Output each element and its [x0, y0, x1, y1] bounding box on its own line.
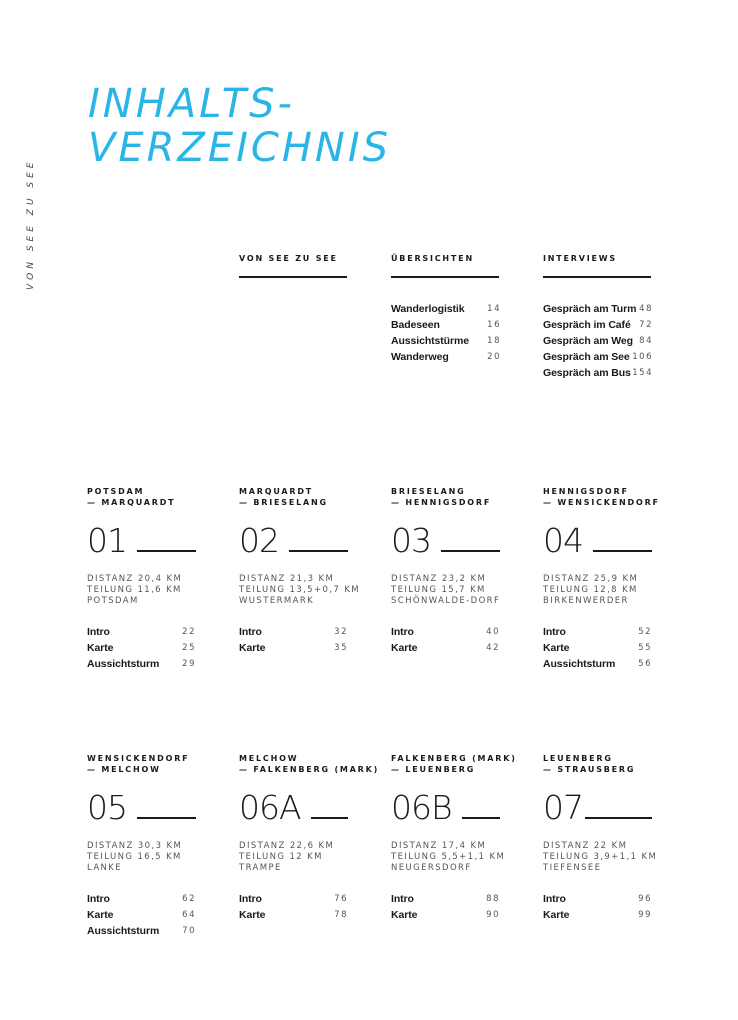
toc-entry[interactable]: [391, 349, 501, 365]
stage-number-row: [391, 520, 500, 558]
toc-entry-page: 154: [632, 368, 653, 378]
stage-meta: [543, 841, 658, 874]
toc-entry-label: Gespräch am Weg: [543, 335, 633, 347]
stage-items: [543, 891, 652, 923]
heading-rule: [239, 276, 347, 278]
toc-entry-label: Karte: [543, 642, 570, 654]
toc-entry-page: 90: [486, 910, 500, 920]
stage-place: TRAMPE: [239, 863, 282, 873]
stage-place: NEUGERSDORF: [391, 863, 472, 873]
toc-entry[interactable]: [391, 640, 500, 656]
stage-route-from: FALKENBERG (MARK): [391, 754, 517, 763]
toc-entry-page: 25: [182, 643, 196, 653]
toc-entry-label: Gespräch am Bus: [543, 367, 631, 379]
toc-entry-label: Aussichtsturm: [87, 925, 160, 937]
stage-route-from: POTSDAM: [87, 487, 145, 496]
stage-number-row: [543, 520, 652, 558]
stage-teilung: TEILUNG 3,9+1,1 KM: [543, 852, 658, 862]
toc-entry-page: 14: [487, 304, 501, 314]
toc-entry-label: Aussichtsturm: [87, 658, 160, 670]
toc-entry[interactable]: [239, 640, 348, 656]
stage-place: BIRKENWERDER: [543, 596, 629, 606]
toc-entry-page: 55: [638, 643, 652, 653]
toc-entry[interactable]: [543, 301, 653, 317]
stage-route-from: MELCHOW: [239, 754, 299, 763]
stage-items: [87, 891, 196, 939]
stage-number-row: [543, 787, 652, 825]
stage-distanz: DISTANZ 20,4 KM: [87, 574, 183, 584]
column-heading-von-see-zu-see: [239, 254, 347, 278]
stage-items: [543, 624, 652, 672]
stage-number-rule: [137, 550, 196, 552]
toc-entry[interactable]: [543, 333, 653, 349]
stage-items: [391, 624, 500, 656]
toc-entry-page: 29: [182, 659, 196, 669]
stage-number-row: [87, 520, 196, 558]
stage-02: [239, 486, 361, 656]
toc-entry-page: 35: [334, 643, 348, 653]
stage-number: 04: [543, 521, 583, 560]
column-heading-label: INTERVIEWS: [543, 254, 617, 263]
stage-meta: [391, 574, 500, 607]
toc-entry-page: 18: [487, 336, 501, 346]
toc-entry[interactable]: [543, 891, 652, 907]
toc-entry-label: Intro: [543, 626, 566, 638]
toc-entry-label: Intro: [239, 893, 262, 905]
toc-entry[interactable]: [239, 891, 348, 907]
stage-05: [87, 753, 196, 939]
stage-number-rule: [593, 550, 652, 552]
stage-route-from: MARQUARDT: [239, 487, 314, 496]
toc-entry[interactable]: [543, 640, 652, 656]
stage-route-from: LEUENBERG: [543, 754, 613, 763]
toc-entry-label: Gespräch am Turm: [543, 303, 637, 315]
stage-number-rule: [311, 817, 348, 819]
toc-entry-page: 62: [182, 894, 196, 904]
stage-07: [543, 753, 658, 923]
stage-route-to: — WENSICKENDORF: [543, 498, 660, 507]
stage-route-to: — BRIESELANG: [239, 498, 328, 507]
toc-entry-label: Intro: [87, 893, 110, 905]
stage-meta: [543, 574, 652, 607]
toc-entry[interactable]: [87, 640, 196, 656]
toc-entry-label: Intro: [239, 626, 262, 638]
toc-entry-page: 72: [639, 320, 653, 330]
toc-entry[interactable]: [239, 907, 348, 923]
toc-entry-label: Karte: [87, 642, 114, 654]
stage-distanz: DISTANZ 21,3 KM: [239, 574, 335, 584]
stage-number: 06A: [239, 788, 301, 827]
stage-route-to: — MELCHOW: [87, 765, 161, 774]
toc-entry-page: 78: [334, 910, 348, 920]
stage-number-rule: [462, 817, 500, 819]
toc-entry-page: 22: [182, 627, 196, 637]
toc-entry[interactable]: [391, 891, 500, 907]
title-line-2: VERZEICHNIS: [88, 125, 392, 171]
toc-entry-page: 40: [486, 627, 500, 637]
stage-number: 05: [87, 788, 127, 827]
toc-entry[interactable]: [543, 365, 653, 381]
toc-entry-page: 32: [334, 627, 348, 637]
stage-distanz: DISTANZ 22 KM: [543, 841, 628, 851]
stage-number-rule: [441, 550, 500, 552]
stage-place: TIEFENSEE: [543, 863, 602, 873]
stage-route-to: — MARQUARDT: [87, 498, 176, 507]
toc-entry[interactable]: [543, 907, 652, 923]
stage-06a: [239, 753, 380, 923]
toc-entry-label: Karte: [543, 909, 570, 921]
toc-entry-label: Gespräch am See: [543, 351, 630, 363]
toc-entry-page: 42: [486, 643, 500, 653]
toc-entry[interactable]: [87, 907, 196, 923]
page-title: [88, 82, 391, 170]
stage-items: [391, 891, 500, 923]
stage-number: 01: [87, 521, 127, 560]
toc-entry[interactable]: [87, 923, 196, 939]
stage-items: [239, 624, 348, 656]
interviews-list: [543, 301, 653, 381]
toc-entry-page: 64: [182, 910, 196, 920]
toc-entry-label: Karte: [239, 642, 266, 654]
column-heading-label: VON SEE ZU SEE: [239, 254, 338, 263]
stage-03: [391, 486, 500, 656]
toc-entry-page: 48: [639, 304, 653, 314]
toc-entry[interactable]: [543, 656, 652, 672]
stage-number-rule: [289, 550, 348, 552]
toc-entry-page: 52: [638, 627, 652, 637]
toc-entry-page: 99: [638, 910, 652, 920]
stage-06b: [391, 753, 517, 923]
stage-number: 06B: [391, 788, 452, 827]
stage-route-to: — FALKENBERG (MARK): [239, 765, 380, 774]
heading-rule: [391, 276, 499, 278]
toc-entry-label: Karte: [391, 642, 418, 654]
toc-entry-label: Aussichtstürme: [391, 335, 469, 347]
toc-entry[interactable]: [543, 317, 653, 333]
stage-number-rule: [137, 817, 196, 819]
toc-entry[interactable]: [239, 624, 348, 640]
stage-number-row: [391, 787, 500, 825]
stage-number: 03: [391, 521, 431, 560]
stage-distanz: DISTANZ 17,4 KM: [391, 841, 487, 851]
toc-entry-label: Intro: [87, 626, 110, 638]
toc-entry[interactable]: [391, 301, 501, 317]
stage-distanz: DISTANZ 30,3 KM: [87, 841, 183, 851]
column-heading-uebersichten: [391, 254, 499, 278]
toc-entry[interactable]: [543, 624, 652, 640]
toc-entry-page: 70: [182, 926, 196, 936]
stage-number-rule: [585, 817, 652, 819]
stage-teilung: TEILUNG 5,5+1,1 KM: [391, 852, 506, 862]
toc-entry-label: Gespräch im Café: [543, 319, 631, 331]
stage-teilung: TEILUNG 12,8 KM: [543, 585, 638, 595]
toc-entry-label: Intro: [391, 626, 414, 638]
toc-entry-label: Karte: [391, 909, 418, 921]
stage-items: [239, 891, 348, 923]
toc-entry[interactable]: [87, 656, 196, 672]
stage-route-to: — HENNIGSDORF: [391, 498, 492, 507]
stage-number: 07: [543, 788, 583, 827]
toc-entry[interactable]: [391, 907, 500, 923]
stage-distanz: DISTANZ 25,9 KM: [543, 574, 639, 584]
toc-entry-label: Wanderlogistik: [391, 303, 465, 315]
uebersichten-list: [391, 301, 501, 365]
title-line-1: INHALTS-: [88, 81, 295, 127]
stage-01: [87, 486, 196, 672]
stage-meta: [87, 841, 196, 874]
stage-items: [87, 624, 196, 672]
toc-entry[interactable]: [391, 333, 501, 349]
stage-teilung: TEILUNG 13,5+0,7 KM: [239, 585, 361, 595]
stage-teilung: TEILUNG 16,5 KM: [87, 852, 182, 862]
toc-entry-label: Aussichtsturm: [543, 658, 616, 670]
stage-place: LANKE: [87, 863, 123, 873]
toc-entry-page: 84: [639, 336, 653, 346]
stage-teilung: TEILUNG 15,7 KM: [391, 585, 486, 595]
stage-meta: [87, 574, 196, 607]
toc-entry-label: Karte: [87, 909, 114, 921]
toc-entry-page: 76: [334, 894, 348, 904]
toc-entry[interactable]: [543, 349, 653, 365]
stage-teilung: TEILUNG 11,6 KM: [87, 585, 182, 595]
stage-number-row: [239, 787, 348, 825]
toc-entry[interactable]: [391, 624, 500, 640]
stage-place: SCHÖNWALDE-DORF: [391, 596, 501, 606]
toc-entry-page: 88: [486, 894, 500, 904]
side-running-title: VON SEE ZU SEE: [26, 158, 36, 290]
stage-meta: [239, 574, 361, 607]
stage-route-to: — LEUENBERG: [391, 765, 476, 774]
heading-rule: [543, 276, 651, 278]
toc-entry-page: 96: [638, 894, 652, 904]
stage-place: WUSTERMARK: [239, 596, 315, 606]
stage-number: 02: [239, 521, 279, 560]
toc-entry-page: 106: [632, 352, 653, 362]
toc-entry-page: 20: [487, 352, 501, 362]
column-heading-interviews: [543, 254, 651, 278]
toc-entry-page: 56: [638, 659, 652, 669]
toc-entry[interactable]: [87, 624, 196, 640]
stage-route-from: WENSICKENDORF: [87, 754, 190, 763]
stage-distanz: DISTANZ 23,2 KM: [391, 574, 487, 584]
stage-place: POTSDAM: [87, 596, 139, 606]
stage-teilung: TEILUNG 12 KM: [239, 852, 323, 862]
stage-route-from: HENNIGSDORF: [543, 487, 629, 496]
toc-entry-label: Intro: [543, 893, 566, 905]
toc-entry-label: Wanderweg: [391, 351, 449, 363]
toc-entry-label: Intro: [391, 893, 414, 905]
stage-meta: [391, 841, 506, 874]
stage-number-row: [239, 520, 348, 558]
toc-entry-label: Karte: [239, 909, 266, 921]
stage-meta: [239, 841, 348, 874]
stage-04: [543, 486, 660, 672]
stage-route-from: BRIESELANG: [391, 487, 466, 496]
toc-entry[interactable]: [87, 891, 196, 907]
stage-distanz: DISTANZ 22,6 KM: [239, 841, 335, 851]
stage-route-to: — STRAUSBERG: [543, 765, 636, 774]
toc-entry-page: 16: [487, 320, 501, 330]
toc-entry-label: Badeseen: [391, 319, 440, 331]
stage-number-row: [87, 787, 196, 825]
column-heading-label: ÜBERSICHTEN: [391, 254, 474, 263]
toc-entry[interactable]: [391, 317, 501, 333]
